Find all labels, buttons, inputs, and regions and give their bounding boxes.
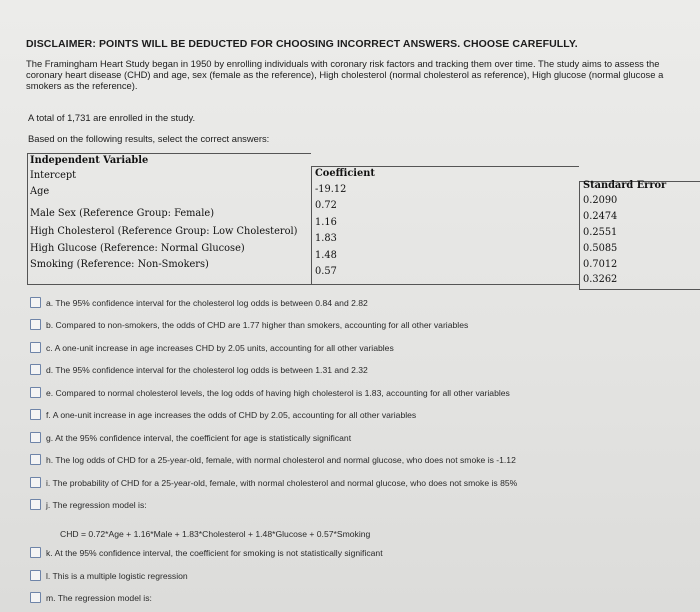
table-border <box>579 181 580 289</box>
table-border <box>579 289 700 290</box>
intro-line: smokers as the reference). <box>26 80 138 91</box>
table-border <box>27 153 28 284</box>
stderr-value: 0.5085 <box>583 243 618 254</box>
variable-label: High Glucose (Reference: Normal Glucose) <box>30 243 245 254</box>
coefficient-value: 0.57 <box>315 266 337 277</box>
coefficient-value: 1.16 <box>315 217 337 228</box>
intro-line: coronary heart disease (CHD) and age, sex (female as the reference), High cholesterol (normal cholesterol as reference), High glucose (normal glucose a <box>26 69 664 80</box>
variable-label: Intercept <box>30 170 77 181</box>
option-i[interactable] <box>30 477 517 488</box>
checkbox[interactable] <box>30 432 41 443</box>
header-standard-error: Standard Error <box>583 180 667 191</box>
stderr-value: 0.2551 <box>583 227 618 238</box>
checkbox[interactable] <box>30 499 41 510</box>
stderr-value: 0.7012 <box>583 259 618 270</box>
regression-formula: CHD = 0.72*Age + 1.16*Male + 1.83*Cholesterol + 1.48*Glucose + 0.57*Smoking <box>60 529 371 539</box>
intro-line: The Framingham Heart Study began in 1950 by enrolling individuals with coronary risk factors and tracking them over time. The study aims to assess the <box>26 58 660 69</box>
checkbox[interactable] <box>30 387 41 398</box>
variable-label: High Cholesterol (Reference Group: Low Cholesterol) <box>30 226 298 237</box>
table-border <box>311 166 579 167</box>
option-label: d. The 95% confidence interval for the cholesterol log odds is between 1.31 and 2.32 <box>46 365 368 375</box>
instruction-text: Based on the following results, select the correct answers: <box>28 133 270 144</box>
option-g[interactable] <box>30 432 351 443</box>
coefficient-value: 0.72 <box>315 200 337 211</box>
option-l[interactable] <box>30 570 188 581</box>
intro-paragraph <box>26 58 700 91</box>
checkbox[interactable] <box>30 547 41 558</box>
option-h[interactable] <box>30 454 516 465</box>
option-label: g. At the 95% confidence interval, the coefficient for age is statistically significant <box>46 433 352 443</box>
option-label: c. A one-unit increase in age increases CHD by 2.05 units, accounting for all other variables <box>46 343 394 353</box>
regression-table <box>27 153 700 285</box>
checkbox[interactable] <box>30 477 41 488</box>
option-label: e. Compared to normal cholesterol levels, the log odds of having high cholesterol is 1.83, accounting for all other variables <box>46 388 510 398</box>
checkbox[interactable] <box>30 364 41 375</box>
variable-label: Smoking (Reference: Non-Smokers) <box>30 259 209 270</box>
coefficient-value: 1.83 <box>315 233 337 244</box>
variable-label: Age <box>30 186 50 197</box>
option-f[interactable] <box>30 409 416 420</box>
stderr-value: 0.2090 <box>583 195 618 206</box>
checkbox[interactable] <box>30 570 41 581</box>
checkbox[interactable] <box>30 342 41 353</box>
checkbox[interactable] <box>30 319 41 330</box>
checkbox[interactable] <box>30 297 41 308</box>
option-label: k. At the 95% confidence interval, the coefficient for smoking is not statistically significant <box>46 548 383 558</box>
option-b[interactable] <box>30 319 468 330</box>
table-border <box>27 284 579 285</box>
variable-label: Male Sex (Reference Group: Female) <box>30 208 215 219</box>
option-label: b. Compared to non-smokers, the odds of CHD are 1.77 higher than smokers, accounting for all other variables <box>46 320 469 330</box>
option-d[interactable] <box>30 364 368 375</box>
checkbox[interactable] <box>30 409 41 420</box>
option-label: l. This is a multiple logistic regression <box>46 571 188 581</box>
table-border <box>27 153 311 154</box>
checkbox[interactable] <box>30 592 41 603</box>
option-label: m. The regression model is: <box>46 593 152 603</box>
total-enrolled-text: A total of 1,731 are enrolled in the study. <box>28 112 196 123</box>
option-label: i. The probability of CHD for a 25-year-old, female, with normal cholesterol and normal glucose, who does not smoke is 85% <box>46 478 518 488</box>
option-c[interactable] <box>30 342 394 353</box>
disclaimer-heading: DISCLAIMER: POINTS WILL BE DEDUCTED FOR CHOOSING INCORRECT ANSWERS. CHOOSE CAREFULLY. <box>26 38 578 50</box>
option-label: f. A one-unit increase in age increases the odds of CHD by 2.05, accounting for all other variables <box>46 410 417 420</box>
option-label: j. The regression model is: <box>46 500 147 510</box>
coefficient-value: 1.48 <box>315 250 337 261</box>
option-k[interactable] <box>30 547 383 558</box>
table-border <box>311 166 312 284</box>
option-e[interactable] <box>30 387 510 398</box>
option-label: h. The log odds of CHD for a 25-year-old, female, with normal cholesterol and normal glucose, who does not smoke is -1.12 <box>46 455 516 465</box>
option-label: a. The 95% confidence interval for the cholesterol log odds is between 0.84 and 2.82 <box>46 298 368 308</box>
header-coefficient: Coefficient <box>315 168 375 179</box>
option-a[interactable] <box>30 297 368 308</box>
coefficient-value: -19.12 <box>315 184 347 195</box>
stderr-value: 0.3262 <box>583 274 618 285</box>
option-m[interactable] <box>30 592 152 603</box>
option-j[interactable] <box>30 499 147 510</box>
header-independent-variable: Independent Variable <box>30 155 149 166</box>
stderr-value: 0.2474 <box>583 211 618 222</box>
checkbox[interactable] <box>30 454 41 465</box>
